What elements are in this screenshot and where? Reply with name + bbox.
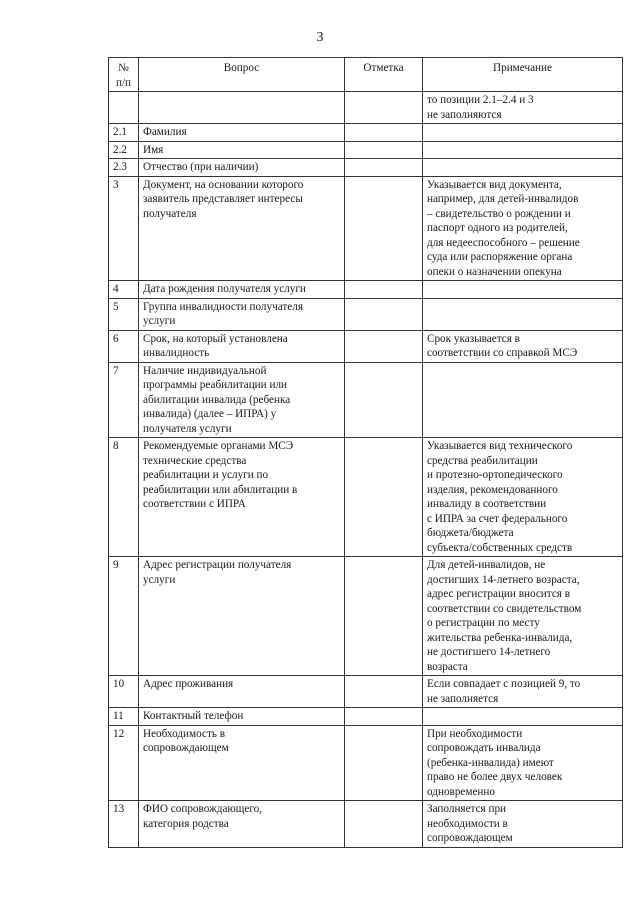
row-mark-cell — [345, 92, 423, 124]
table-row — [109, 362, 623, 438]
row-note-cell — [423, 330, 623, 362]
row-note-cell — [423, 557, 623, 676]
header-mark — [345, 58, 423, 92]
row-note-cell — [423, 676, 623, 708]
row-question-cell — [139, 362, 345, 438]
row-note-cell — [423, 124, 623, 142]
row-mark-cell — [345, 176, 423, 281]
questionnaire-table — [108, 57, 623, 848]
row-question-cell — [139, 141, 345, 159]
table-row — [109, 298, 623, 330]
row-number: 12 — [113, 727, 125, 740]
row-question: Документ, на основании которого заявитель представляет интересы получателя — [143, 178, 304, 220]
row-number: 13 — [113, 803, 125, 815]
header-note-label: Примечание — [493, 62, 552, 74]
row-number: 10 — [113, 678, 125, 690]
table-header-row — [109, 58, 623, 92]
table-row — [109, 708, 623, 726]
row-number-cell — [109, 676, 139, 708]
row-number-cell — [109, 362, 139, 438]
row-number: 5 — [113, 300, 119, 313]
row-number-cell — [109, 708, 139, 726]
row-note-cell — [423, 708, 623, 726]
row-note: Указывается вид документа, например, для детей-инвалидов – свидетельство о рождении и паспорт одного из родителей, для недееспособного – решение суда или распоряжение органа опеки о назначении опекуна — [427, 178, 580, 278]
row-question-cell — [139, 124, 345, 142]
row-question: Дата рождения получателя услуги — [143, 283, 306, 295]
row-question: Отчество (при наличии) — [143, 161, 259, 173]
table-row — [109, 281, 623, 299]
table-row — [109, 557, 623, 676]
row-number: 11 — [113, 710, 124, 722]
row-number-cell — [109, 801, 139, 848]
row-note-cell — [423, 281, 623, 299]
row-question: Группа инвалидности получателя услуги — [143, 300, 303, 327]
row-question: Необходимость в сопровождающем — [143, 727, 229, 754]
row-note: Для детей-инвалидов, не достигших 14-летнего возраста, адрес регистрации вносится в соответствии со свидетельством о регистрации по месту жительства ребенка-инвалида, не достигшего 14-летнего возраста — [427, 559, 582, 673]
row-mark-cell — [345, 725, 423, 801]
row-question-cell — [139, 298, 345, 330]
row-question: Имя — [143, 143, 164, 156]
header-question — [139, 58, 345, 92]
table-row — [109, 92, 623, 124]
row-mark-cell — [345, 362, 423, 438]
row-note-cell — [423, 176, 623, 281]
table-row — [109, 176, 623, 281]
row-note: При необходимости сопровождать инвалида (ребенка-инвалида) имеют право не более двух человек одновременно — [427, 727, 563, 798]
page-number: 3 — [316, 30, 324, 45]
row-note: Указывается вид технического средства реабилитации и протезно-ортопедического изделия, рекомендованного инвалиду в соответствии с ИПРА за счет федерального бюджета/бюджета субъекта/собственных средств — [427, 440, 573, 554]
row-number: 9 — [113, 559, 119, 571]
row-number: 2.1 — [113, 126, 127, 138]
row-question: Фамилия — [143, 126, 187, 138]
row-question-cell — [139, 281, 345, 299]
row-question-cell — [139, 801, 345, 848]
row-note-cell — [423, 801, 623, 848]
table-row — [109, 141, 623, 159]
row-question-cell — [139, 708, 345, 726]
row-mark-cell — [345, 124, 423, 142]
table-row — [109, 124, 623, 142]
row-mark-cell — [345, 159, 423, 177]
row-note-cell — [423, 725, 623, 801]
row-note-cell — [423, 298, 623, 330]
row-mark-cell — [345, 557, 423, 676]
row-note: Срок указывается в соответствии со справкой МСЭ — [427, 332, 578, 359]
row-question: Адрес проживания — [143, 678, 234, 690]
row-number: 8 — [113, 440, 119, 452]
table-row — [109, 801, 623, 848]
row-note-cell — [423, 159, 623, 177]
row-question-cell — [139, 159, 345, 177]
row-number-cell — [109, 438, 139, 557]
table-row — [109, 725, 623, 801]
row-question: Наличие индивидуальной программы реабилитации или абилитации инвалида (ребенка инвалида) (далее – ИПРА) у получателя услуги — [143, 364, 291, 435]
table-row — [109, 676, 623, 708]
row-question: ФИО сопровождающего, категория родства — [143, 803, 263, 830]
row-mark-cell — [345, 801, 423, 848]
row-mark-cell — [345, 298, 423, 330]
row-number: 3 — [113, 178, 119, 191]
row-mark-cell — [345, 708, 423, 726]
header-mark-label: Отметка — [363, 62, 404, 74]
row-number-cell — [109, 92, 139, 124]
row-number: 2.3 — [113, 161, 127, 173]
row-number-cell — [109, 124, 139, 142]
row-number-cell — [109, 159, 139, 177]
header-question-label: Вопрос — [223, 62, 260, 74]
row-note: то позиции 2.1–2.4 и 3 не заполняются — [427, 94, 534, 121]
table-row — [109, 159, 623, 177]
table-row — [109, 438, 623, 557]
row-question: Адрес регистрации получателя услуги — [143, 559, 292, 586]
row-question-cell — [139, 438, 345, 557]
row-question-cell — [139, 725, 345, 801]
header-note — [423, 58, 623, 92]
table-row — [109, 330, 623, 362]
row-question: Срок, на который установлена инвалидность — [143, 332, 288, 359]
row-mark-cell — [345, 141, 423, 159]
row-number: 6 — [113, 332, 119, 345]
row-question: Рекомендуемые органами МСЭ технические средства реабилитации и услуги по реабилитации или абилитации в соответствии с ИПРА — [143, 440, 298, 510]
row-number-cell — [109, 330, 139, 362]
row-number-cell — [109, 557, 139, 676]
row-question-cell — [139, 676, 345, 708]
row-note-cell — [423, 141, 623, 159]
row-question: Контактный телефон — [143, 710, 244, 722]
header-num — [109, 58, 139, 92]
row-number: 7 — [113, 364, 119, 377]
row-mark-cell — [345, 281, 423, 299]
header-num-label: № п/п — [115, 62, 132, 89]
row-mark-cell — [345, 438, 423, 557]
row-number-cell — [109, 176, 139, 281]
row-number-cell — [109, 281, 139, 299]
row-mark-cell — [345, 676, 423, 708]
row-question-cell — [139, 330, 345, 362]
row-question-cell — [139, 92, 345, 124]
row-number: 4 — [113, 283, 119, 295]
row-number-cell — [109, 725, 139, 801]
row-mark-cell — [345, 330, 423, 362]
row-note-cell — [423, 438, 623, 557]
row-number: 2.2 — [113, 143, 127, 156]
row-note: Заполняется при необходимости в сопровождающем — [427, 803, 513, 844]
row-number-cell — [109, 141, 139, 159]
row-question-cell — [139, 176, 345, 281]
row-note: Если совпадает с позицией 9, то не заполняется — [427, 678, 581, 705]
row-note-cell — [423, 362, 623, 438]
row-question-cell — [139, 557, 345, 676]
row-note-cell — [423, 92, 623, 124]
row-number-cell — [109, 298, 139, 330]
